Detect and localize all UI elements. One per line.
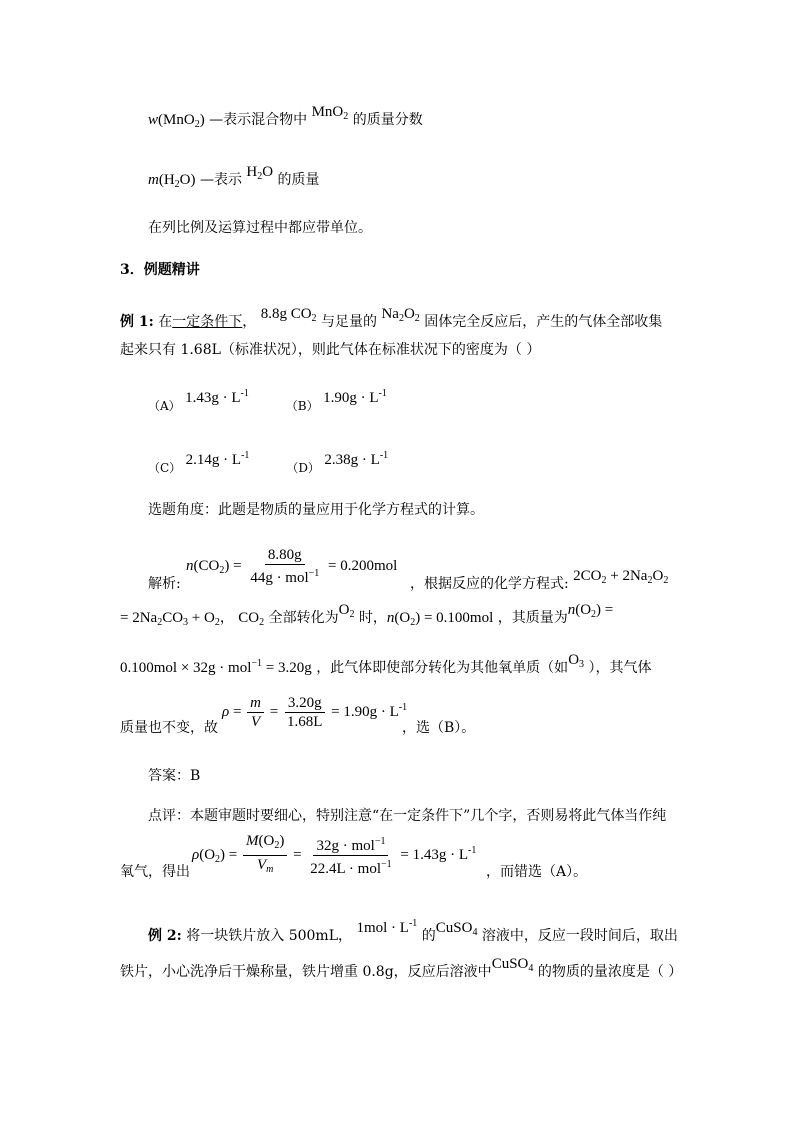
analysis-t6: ，此气体即使部分转化为其他氧单质（如 — [316, 660, 569, 676]
formula-1mol-l: $1mol \cdot L^{-1}$ — [356, 918, 418, 936]
analysis-label: 解析: — [148, 576, 181, 592]
ex2-line2-t2: 的物质的量浓度是（ ） — [537, 964, 683, 980]
ex1-analysis-t1-wrap — [410, 568, 669, 599]
option-c-label: （C） — [148, 461, 182, 475]
ex1-underlined: 一定条件下 — [172, 314, 243, 330]
ex2-t1: 将一块铁片放入 500mL， — [186, 928, 352, 944]
ex1-analysis-line3 — [120, 654, 651, 683]
eq-mass-o2: 0.100mol × 32g · mol$^{-1}$ = 3.20g — [120, 658, 312, 676]
units-note: 在列比例及运算过程中都应带单位。 — [148, 220, 372, 236]
option-b-value: $1.90g \cdot L^{-1}$ — [323, 388, 387, 406]
eq-n-o2-start: $n(O_2)$ = — [567, 602, 614, 620]
ex1-t2: ， — [242, 314, 257, 330]
option-c-value: $2.14g \cdot L^{-1}$ — [185, 450, 250, 468]
eq-density: ρ = $\frac{m}{V}$ = $\frac{3.20g}{1.68L}$ = $1.90g \cdot L^{-1}$ — [222, 695, 408, 730]
formula-co2: $CO_2$ — [238, 610, 265, 628]
def-w-tail: 的质量分数 — [352, 112, 423, 128]
option-d-value: $2.38g \cdot L^{-1}$ — [324, 450, 389, 468]
ex1-options-ab — [148, 388, 387, 416]
formula-cuso4-2: CuSO$_4$ — [491, 956, 534, 974]
eq-reaction-left: $2CO_2 + 2Na_2O_2$ — [573, 568, 669, 586]
option-a-label: （A） — [148, 399, 181, 413]
def-m-tail: 的质量 — [277, 172, 320, 188]
analysis-t5: ，其质量为 — [497, 610, 568, 626]
formula-na2o2: $Na_2O_2$ — [381, 306, 420, 324]
ex2-line2 — [120, 956, 683, 987]
ex1-options-cd — [148, 450, 389, 478]
analysis-t3: 全部转化为 — [268, 610, 339, 626]
ex1-analysis-line2 — [120, 602, 614, 633]
eq-n-o2: $n(O_2) = 0.100mol$ — [386, 610, 494, 628]
ex2-t3: 溶液中，反应一段时间后，取出 — [481, 928, 678, 944]
analysis-t1: ，根据反应的化学方程式: — [410, 576, 569, 592]
analysis-t4: 时， — [358, 610, 387, 626]
formula-o2: $O_2$ — [338, 602, 355, 620]
ex1-line1 — [120, 306, 663, 337]
ex1-comment2-t1: 氧气，得出 — [120, 864, 190, 880]
ex1-answer: 答案：B — [148, 768, 201, 784]
ex1-comment1: 点评：本题审题时要细心，特别注意“在一定条件下”几个字，否则易将此气体当作纯 — [148, 808, 667, 824]
def-m-text: —表示 — [199, 172, 242, 188]
formula-8-8g-co2: 8.8g $CO_2$ — [260, 306, 317, 324]
eq-rho-o2: $\rho(O_2)$ = $\frac{M(O_2)}{V_m}$ = $\frac{32g \cdot mol^{-1}}{22.4L \cdot mol^{-1}}$ = $1.43g \cdot L^{-1}$ — [192, 833, 477, 877]
formula-mno2: MnO$_2$ — [311, 104, 349, 122]
option-a-value: $1.43g \cdot L^{-1}$ — [185, 388, 249, 406]
ex1-comment2-t2: ，而错选（A）。 — [486, 864, 588, 880]
analysis-t2: ， — [219, 610, 234, 626]
ex1-t4: 固体完全反应后，产生的气体全部收集 — [424, 314, 663, 330]
formula-w-mno2: w(MnO$_2$) — [148, 112, 205, 130]
ex2-line1 — [148, 918, 678, 951]
def-mass — [148, 164, 320, 195]
formula-h2o: $H_2O$ — [246, 164, 274, 182]
ex1-analysis-line1 — [148, 574, 181, 594]
formula-cuso4: CuSO$_4$ — [435, 920, 478, 938]
ex1-analysis-t9: ，选（B）。 — [402, 720, 476, 736]
ex1-line2: 起来只有 1.68L（标准状况），则此气体在标准状况下的密度为（ ） — [120, 342, 541, 358]
eq-n-co2: $n(CO_2)$ = $\frac{8.80g}{44g \cdot mol^{-1}}$ = 0.200mol — [186, 547, 398, 586]
ex2-label: 例 2: — [148, 928, 182, 944]
analysis-t7: ），其气体 — [584, 660, 652, 676]
ex1-t3: 与足量的 — [321, 314, 377, 330]
formula-o3: $O_3$ — [568, 652, 585, 670]
ex2-t2: 的 — [421, 928, 436, 944]
ex1-t1: 在 — [158, 314, 173, 330]
option-b-label: （B） — [285, 399, 319, 413]
eq-reaction-right: = $2Na_2CO_3 + O_2$ — [120, 610, 220, 628]
def-w-text: —表示混合物中 — [209, 112, 308, 128]
ex1-analysis-t8: 质量也不变，故 — [120, 720, 218, 736]
section-heading: 3．例题精讲 — [120, 262, 200, 278]
ex2-line2-t1: 铁片，小心洗净后干燥称量，铁片增重 0.8g，反应后溶液中 — [120, 964, 492, 980]
def-mass-fraction — [148, 104, 423, 135]
ex1-label: 例 1: — [120, 314, 154, 330]
ex1-angle: 选题角度：此题是物质的量应用于化学方程式的计算。 — [148, 502, 484, 518]
formula-m-h2o: $m(H_2O)$ — [148, 172, 196, 190]
option-d-label: （D） — [286, 461, 320, 475]
